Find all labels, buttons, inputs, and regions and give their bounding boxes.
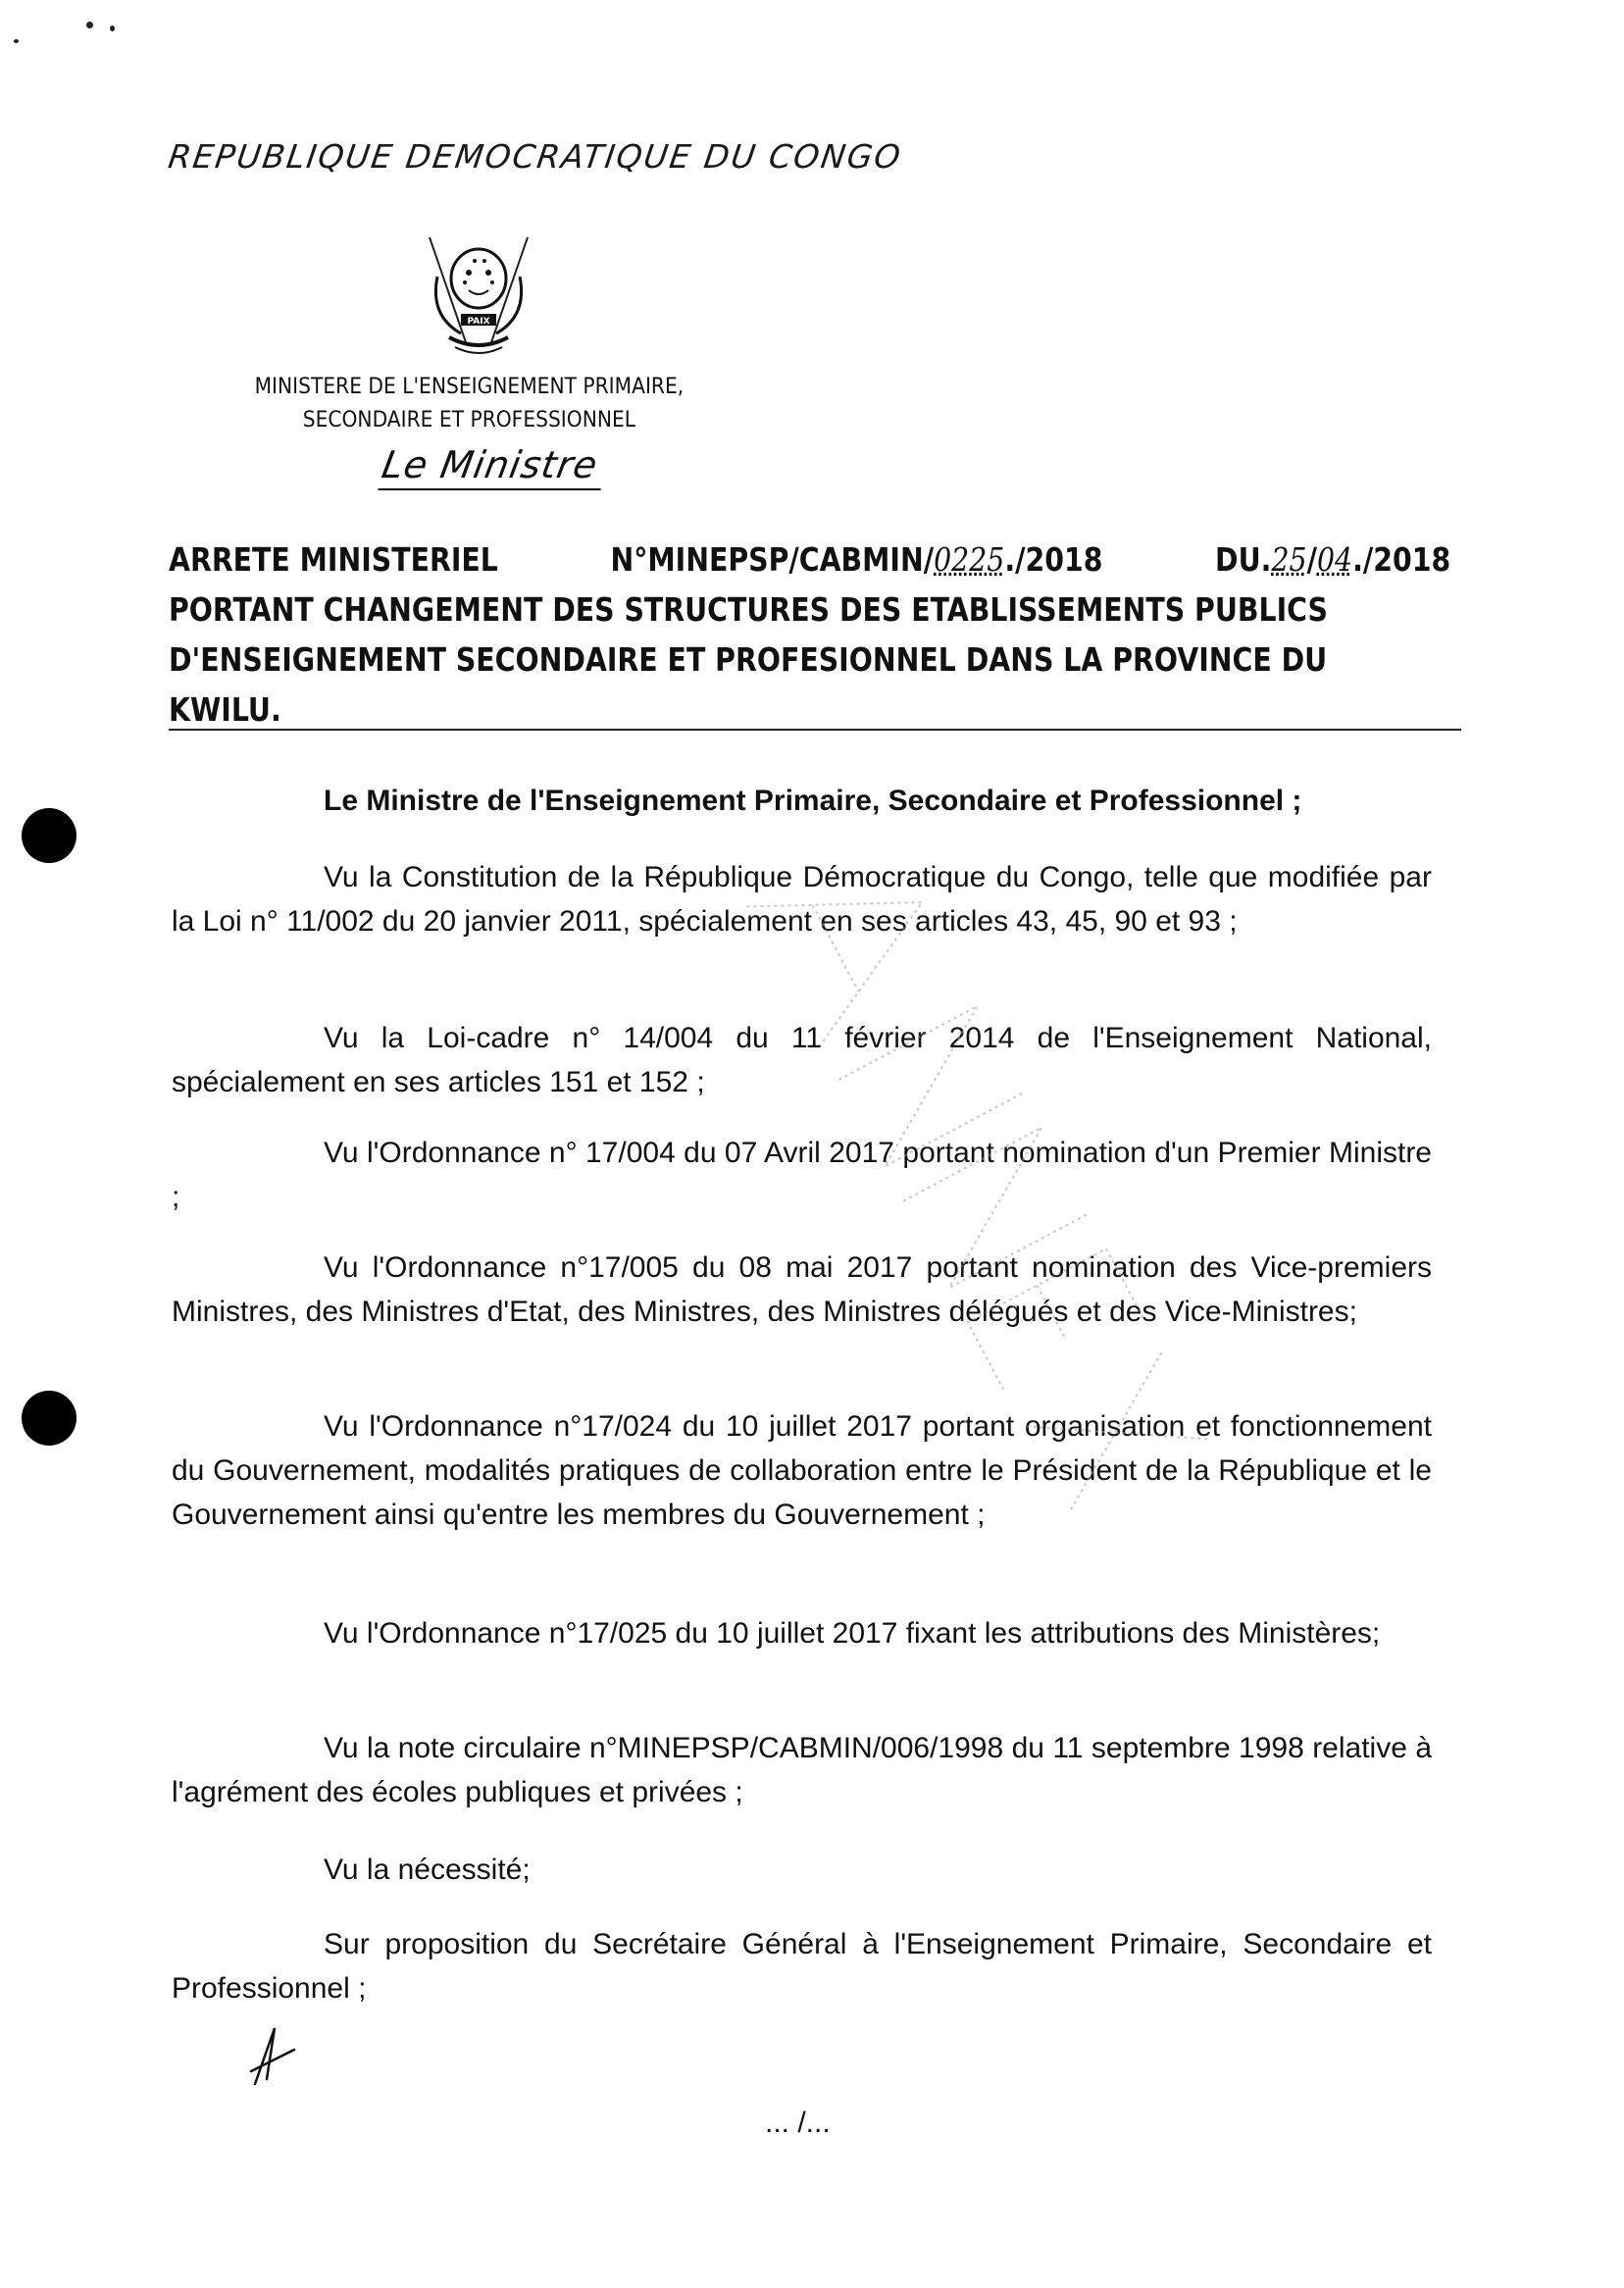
decree-day: 25 [1271, 540, 1307, 579]
preamble-intro: Le Ministre de l'Enseignement Primaire, Secondaire et Professionnel ; [324, 785, 1302, 817]
scan-speck [86, 22, 93, 28]
page-continuation-mark: ... /... [765, 2107, 831, 2139]
punch-hole-top [22, 808, 76, 863]
coat-of-arms-emblem [400, 228, 557, 365]
scan-speck [110, 25, 115, 31]
paragraph-constitution: Vu la Constitution de la République Démocratique du Congo, telle que modifiée par la Loi n° 11/002 du 20 janvier 2011, spécialement en ses articles 43, 45, 90 et 93 ; [172, 861, 1432, 938]
signatory-title: Le Ministre [379, 443, 602, 486]
decree-heading-line2: PORTANT CHANGEMENT DES STRUCTURES DES ETABLISSEMENTS PUBLICS [169, 590, 1328, 629]
decree-heading-line4: KWILU. [169, 690, 281, 729]
decree-type: ARRETE MINISTERIEL [169, 540, 498, 579]
republic-title: REPUBLIQUE DEMOCRATIQUE DU CONGO [166, 137, 905, 176]
ministry-name-line2: SECONDAIRE ET PROFESSIONNEL [302, 408, 636, 432]
paragraph-note-circulaire: Vu la note circulaire n°MINEPSP/CABMIN/006/1998 du 11 septembre 1998 relative à l'agrément des écoles publiques et privées ; [172, 1732, 1432, 1808]
emblem-motto: PAIX [467, 317, 490, 327]
paragraph-ordonnance-17-005: Vu l'Ordonnance n°17/005 du 08 mai 2017 portant nomination des Vice-premiers Ministres, des Ministres d'Etat, des Ministres, des Ministres délégués et des Vice-Ministres; [172, 1251, 1432, 1328]
punch-hole-bottom [22, 1391, 76, 1446]
decree-month: 04 [1316, 540, 1353, 579]
paragraph-necessite: Vu la nécessité; [324, 1854, 531, 1886]
paragraph-loi-cadre: Vu la Loi-cadre n° 14/004 du 11 février 2014 de l'Enseignement National, spécialement en ses articles 151 et 152 ; [172, 1022, 1432, 1098]
ministry-name [226, 371, 713, 437]
heading-divider [169, 729, 1461, 731]
paragraph-ordonnance-17-024: Vu l'Ordonnance n°17/024 du 10 juillet 2017 portant organisation et fonctionnement du Gouvernement, modalités pratiques de collaboration entre le Président de la République et le Gouvernement ainsi qu'entre les membres du Gouvernement ; [172, 1410, 1432, 1531]
paragraph-proposition: Sur proposition du Secrétaire Général à l'Enseignement Primaire, Secondaire et Professionnel ; [172, 1928, 1432, 2005]
handwritten-initials [245, 2020, 304, 2089]
decree-heading [169, 534, 1451, 735]
decree-reference: N°MINEPSP/CABMIN/0225./2018 [610, 540, 1103, 579]
decree-number: 0225 [934, 540, 1005, 579]
paragraph-ordonnance-17-025: Vu l'Ordonnance n°17/025 du 10 juillet 2017 fixant les attributions des Ministères; [324, 1617, 1381, 1650]
ministry-name-line1: MINISTERE DE L'ENSEIGNEMENT PRIMAIRE, [254, 375, 685, 399]
decree-heading-line3: D'ENSEIGNEMENT SECONDAIRE ET PROFESIONNEL DANS LA PROVINCE DU [169, 640, 1328, 679]
decree-heading-line1 [169, 534, 1450, 585]
scan-speck [14, 39, 19, 43]
decree-date: DU.25/04./2018 [1215, 540, 1451, 579]
paragraph-ordonnance-17-004: Vu l'Ordonnance n° 17/004 du 07 Avril 2017 portant nomination d'un Premier Ministre ; [172, 1137, 1432, 1213]
